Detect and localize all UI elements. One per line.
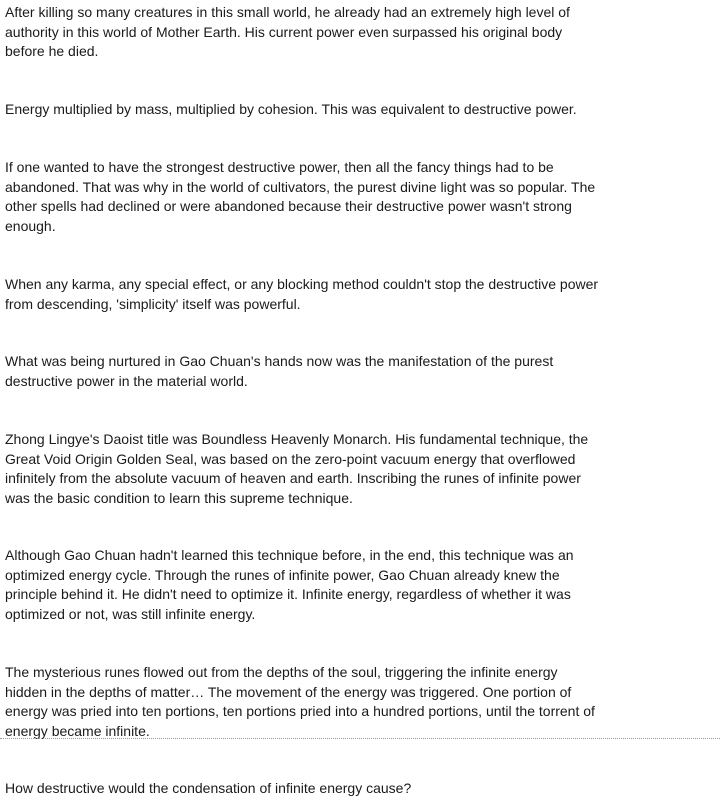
text-line: How destructive would the condensation of infinite energy cause?	[5, 780, 412, 796]
text-line: abandoned. That was why in the world of cultivators, the purest divine light was so popular. The	[5, 178, 596, 195]
text-line: energy became infinite.	[5, 722, 150, 739]
text-line: optimized or not, was still infinite energy.	[5, 605, 256, 622]
text-line: before he died.	[5, 43, 99, 59]
text-line: enough.	[5, 217, 56, 234]
text-line: other spells had declined or were abandoned because their destructive power wasn't strong	[5, 198, 572, 214]
text-line: from descending, 'simplicity' itself was powerful.	[5, 295, 301, 312]
text-line: hidden in the depths of matter… The movement of the energy was triggered. One portion of	[5, 683, 572, 700]
text-line: The mysterious runes flowed out from the depths of the soul, triggering the infinite energy	[5, 664, 558, 680]
text-line: After killing so many creatures in this small world, he already had an extremely high level of	[5, 4, 570, 20]
section-divider	[0, 738, 720, 739]
text-line: infinitely from the absolute vacuum of heaven and earth. Inscribing the runes of infinite power	[5, 470, 581, 486]
text-line: When any karma, any special effect, or any blocking method couldn't stop the destructive power	[5, 276, 599, 292]
paragraph	[5, 100, 635, 120]
text-line: optimized energy cycle. Through the runes of infinite power, Gao Chuan already knew the	[5, 566, 560, 583]
paragraph	[5, 158, 635, 236]
paragraph	[5, 275, 635, 314]
text-line: destructive power in the material world.	[5, 372, 248, 389]
paragraph	[5, 430, 635, 508]
paragraph	[5, 546, 635, 624]
paragraph	[5, 779, 635, 799]
text-line: What was being nurtured in Gao Chuan's hands now was the manifestation of the purest	[5, 353, 554, 369]
paragraph	[5, 3, 635, 62]
paragraph	[5, 663, 635, 741]
text-line: If one wanted to have the strongest destructive power, then all the fancy things had to be	[5, 159, 554, 175]
text-line: Great Void Origin Golden Seal, was based on the zero-point vacuum energy that overflowed	[5, 450, 576, 467]
text-line: energy was pried into ten portions, ten portions pried into a hundred portions, until the torrent of	[5, 703, 595, 719]
text-line: Although Gao Chuan hadn't learned this technique before, in the end, this technique was an	[5, 547, 574, 563]
text-line: authority in this world of Mother Earth. His current power even surpassed his original body	[5, 23, 563, 40]
paragraph	[5, 352, 635, 391]
text-line: Energy multiplied by mass, multiplied by cohesion. This was equivalent to destructive power.	[5, 101, 577, 117]
text-line: was the basic condition to learn this supreme technique.	[5, 489, 353, 506]
text-line: Zhong Lingye's Daoist title was Boundless Heavenly Monarch. His fundamental technique, the	[5, 431, 589, 447]
text-line: principle behind it. He didn't need to optimize it. Infinite energy, regardless of whether it was	[5, 586, 571, 602]
